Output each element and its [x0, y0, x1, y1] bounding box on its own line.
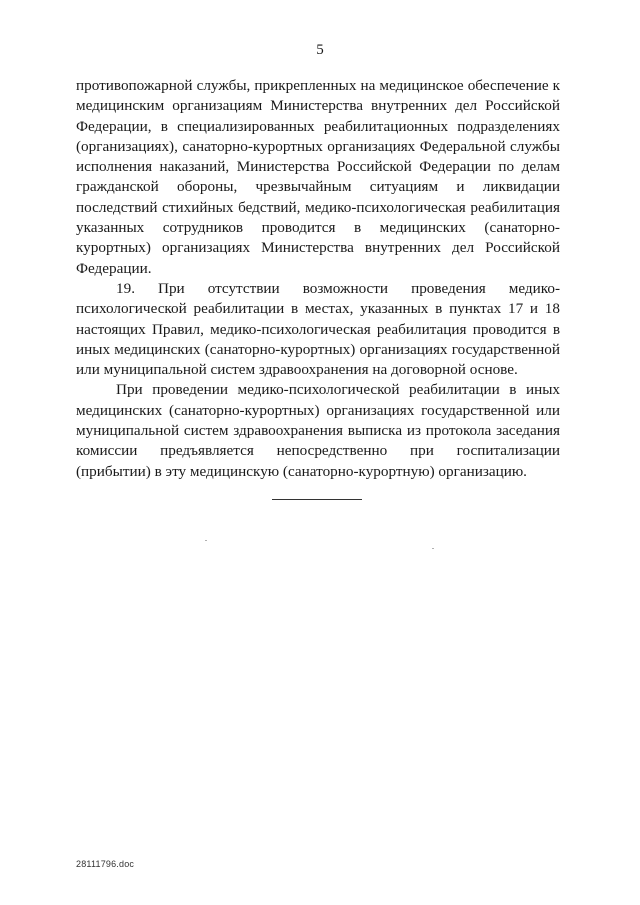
scan-speck	[432, 548, 434, 549]
paragraph-continuation: противопожарной службы, прикрепленных на медицинское обеспечение к медицинским организациям Министерства внутренних дел Российской Федерации, в специализированных реабилитационных подразделениях (организациях), санаторно-курортных организациях Федеральной службы исполнения наказаний, Министерства Российской Федерации по делам гражданской обороны, чрезвычайным ситуациям и ликвидации последствий стихийных бедствий, медико-психологическая реабилитация указанных сотрудников проводится в медицинских (санаторно-курортных) организациях Министерства внутренних дел Российской Федерации.	[76, 77, 560, 277]
footer-file-code: 28111796.doc	[76, 859, 135, 869]
paragraph-item-19: 19. При отсутствии возможности проведения медико-психологической реабилитации в местах, указанных в пунктах 17 и 18 настоящих Правил, медико-психологическая реабилитация проводится в иных медицинских (санаторно-курортных) организациях государственной или муниципальной систем здравоохранения на договорной основе.	[76, 279, 560, 379]
document-body	[76, 76, 560, 482]
end-separator-line	[272, 499, 362, 500]
page-number: 5	[316, 42, 324, 58]
paragraph-hospitalization: При проведении медико-психологической реабилитации в иных медицинских (санаторно-курортных) организациях государственной или муниципальной систем здравоохранения выписка из протокола заседания комиссии предъявляется непосредственно при госпитализации (прибытии) в эту медицинскую (санаторно-курортную) организацию.	[76, 381, 560, 480]
scan-speck	[205, 540, 207, 541]
